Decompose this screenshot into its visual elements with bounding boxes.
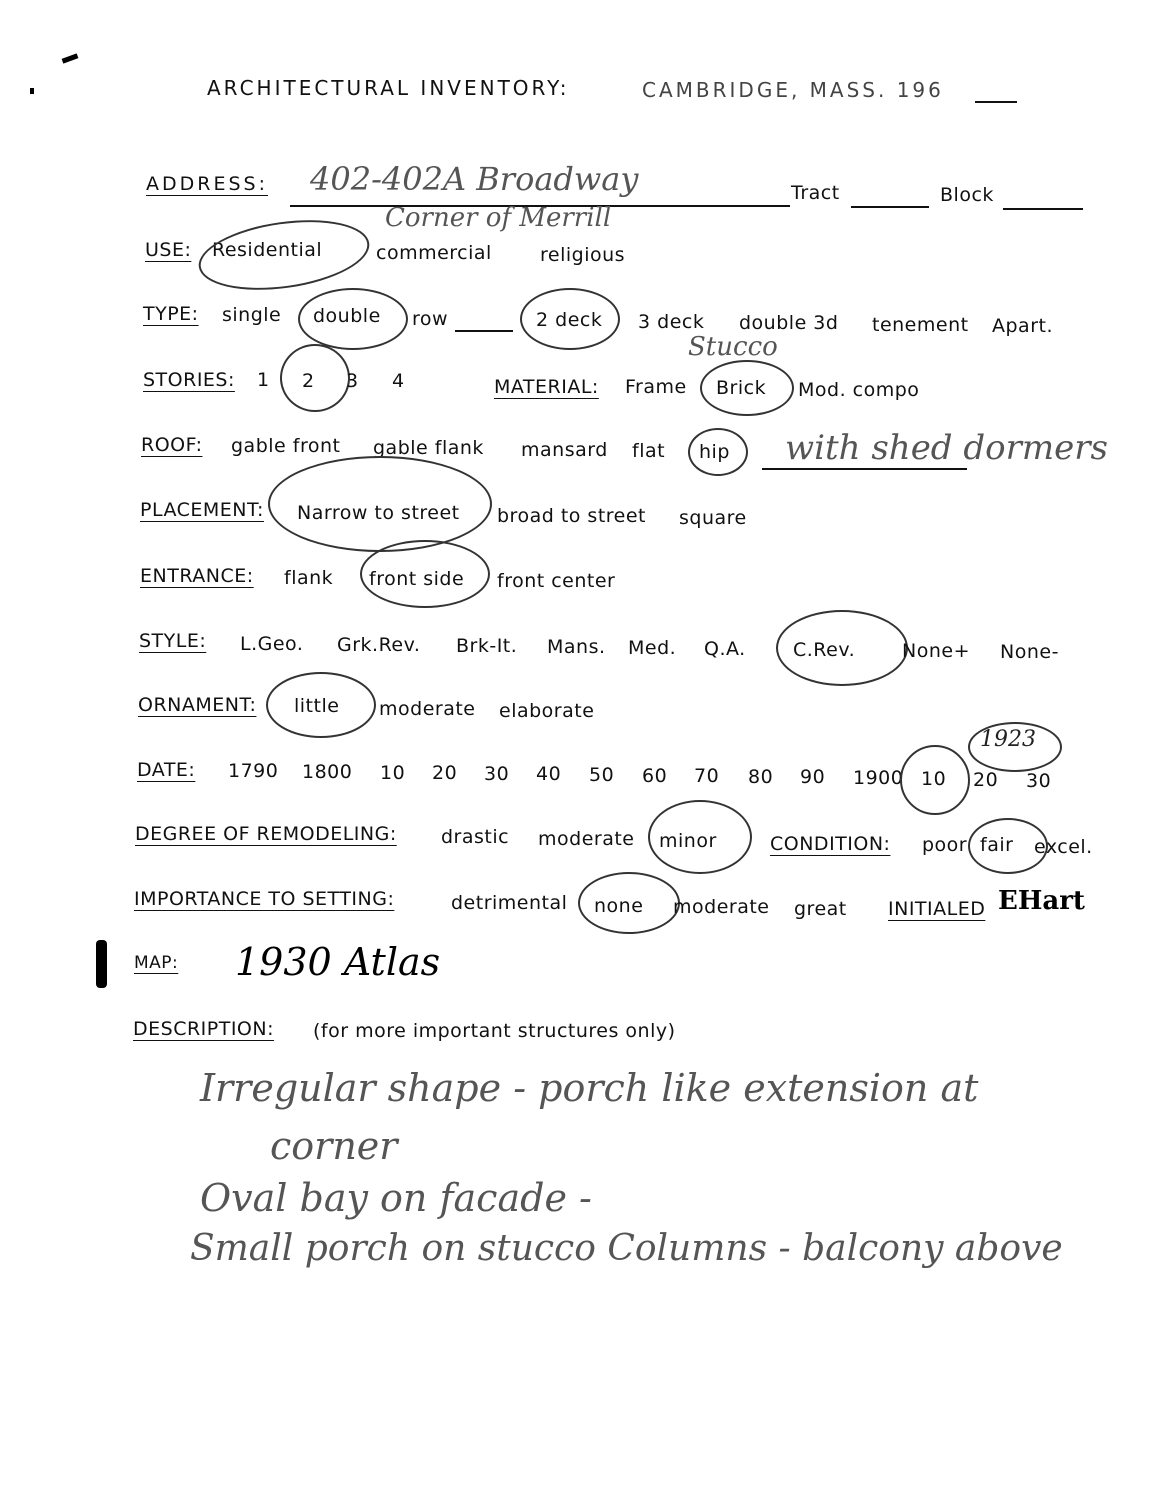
entrance-option-front-side: front side: [369, 568, 465, 590]
material-stucco-note: Stucco: [688, 332, 778, 362]
material-option-brick: Brick: [716, 377, 767, 399]
date-circle-1910: [900, 745, 970, 815]
roof-note: with shed dormers: [785, 428, 1108, 468]
block-blank: [1003, 208, 1083, 210]
date-option-60: 60: [642, 765, 668, 787]
ornament-option-moderate: moderate: [379, 698, 476, 720]
stories-option-1: 1: [257, 369, 270, 391]
type-option-tenement: tenement: [872, 314, 969, 336]
address-value: 402-402A Broadway: [310, 160, 639, 198]
type-circle-double: [298, 288, 408, 350]
tract-blank: [851, 206, 929, 208]
remodeling-option-moderate: moderate: [538, 828, 635, 850]
date-option-30: 30: [484, 763, 510, 785]
roof-option-hip: hip: [699, 441, 730, 463]
remodeling-label: DEGREE OF REMODELING:: [135, 823, 397, 845]
ornament-option-little: little: [294, 695, 340, 717]
ornament-option-elaborate: elaborate: [499, 700, 595, 722]
type-option-single: single: [222, 304, 282, 326]
importance-option-moderate: moderate: [673, 896, 770, 918]
material-option-frame: Frame: [625, 376, 687, 398]
description-label: DESCRIPTION:: [133, 1018, 275, 1040]
description-line-2: corner: [270, 1124, 398, 1168]
block-label: Block: [940, 184, 994, 206]
year-blank: [975, 101, 1017, 103]
date-circle-1923: [968, 722, 1062, 772]
date-option-10: 10: [380, 762, 406, 784]
date-option-1790: 1790: [228, 760, 279, 782]
material-circle-brick: [700, 360, 794, 416]
use-option-residential: Residential: [212, 239, 323, 261]
date-option-20: 20: [432, 762, 458, 784]
placement-option-broad: broad to street: [497, 505, 647, 527]
importance-label: IMPORTANCE TO SETTING:: [134, 888, 395, 910]
use-option-religious: religious: [540, 244, 626, 266]
use-circle-residential: [194, 210, 374, 299]
roof-option-flat: flat: [632, 440, 666, 462]
roof-note-line: [762, 468, 967, 470]
date-option-90: 90: [800, 766, 826, 788]
style-option-none-minus: None-: [1000, 641, 1059, 663]
style-option-none-plus: None+: [902, 640, 970, 662]
type-option-3-deck: 3 deck: [638, 311, 705, 333]
placement-circle-narrow: [268, 456, 492, 552]
remodeling-option-minor: minor: [659, 830, 717, 852]
date-option-50: 50: [589, 764, 615, 786]
roof-label: ROOF:: [141, 434, 203, 456]
roof-option-gable-flank: gable flank: [373, 437, 484, 459]
importance-option-detrimental: detrimental: [451, 892, 568, 914]
date-option-1900: 1900: [853, 767, 904, 789]
remodeling-circle-minor: [648, 800, 752, 874]
map-label: MAP:: [134, 953, 179, 973]
date-option-1930: 30: [1026, 770, 1052, 792]
roof-option-mansard: mansard: [521, 439, 608, 461]
type-option-double: double: [313, 305, 381, 327]
style-option-lgeo: L.Geo.: [240, 633, 304, 655]
date-option-70: 70: [694, 765, 720, 787]
importance-option-none: none: [594, 895, 644, 917]
condition-label: CONDITION:: [770, 833, 891, 855]
style-option-med: Med.: [628, 637, 677, 659]
condition-option-fair: fair: [980, 834, 1014, 856]
use-option-commercial: commercial: [376, 242, 492, 264]
style-option-crev: C.Rev.: [793, 639, 856, 661]
stories-circle-2: [280, 344, 350, 412]
type-option-row: row: [412, 308, 449, 330]
margin-bar-mark: [96, 940, 107, 988]
date-option-1800: 1800: [302, 761, 353, 783]
type-option-apart: Apart.: [992, 315, 1054, 337]
date-option-1920: 20: [973, 769, 999, 791]
stray-dot: [30, 88, 34, 94]
date-1923-note: 1923: [980, 727, 1036, 752]
date-option-40: 40: [536, 763, 562, 785]
placement-label: PLACEMENT:: [140, 499, 264, 521]
type-circle-2-deck: [520, 288, 620, 350]
type-option-double-3d: double 3d: [739, 312, 839, 334]
material-label: MATERIAL:: [494, 376, 599, 398]
entrance-option-flank: flank: [284, 567, 334, 589]
type-row-blank: [455, 330, 513, 332]
importance-circle-none: [578, 872, 680, 934]
stories-option-4: 4: [392, 370, 405, 392]
tract-label: Tract: [791, 182, 840, 204]
address-label: ADDRESS:: [146, 173, 268, 195]
stray-mark: [62, 53, 79, 63]
roof-option-gable-front: gable front: [231, 435, 341, 457]
form-title: ARCHITECTURAL INVENTORY:: [207, 76, 570, 100]
initials-signature: EHart: [998, 886, 1085, 916]
date-label: DATE:: [137, 759, 196, 781]
style-label: STYLE:: [139, 630, 207, 652]
importance-option-great: great: [794, 898, 847, 920]
address-corner-note: Corner of Merrill: [385, 203, 612, 233]
ornament-circle-little: [266, 672, 376, 738]
ornament-label: ORNAMENT:: [138, 694, 257, 716]
placement-option-narrow: Narrow to street: [297, 502, 460, 524]
remodeling-option-drastic: drastic: [441, 826, 510, 848]
entrance-option-front-center: front center: [497, 570, 616, 592]
description-line-4: Small porch on stucco Columns - balcony above: [190, 1228, 1063, 1269]
date-option-1910: 10: [921, 768, 947, 790]
roof-circle-hip: [688, 428, 748, 476]
date-option-80: 80: [748, 766, 774, 788]
type-option-2-deck: 2 deck: [536, 309, 603, 331]
style-option-qa: Q.A.: [704, 638, 746, 660]
description-line-3: Oval bay on facade -: [200, 1176, 592, 1220]
initialed-label: INITIALED: [888, 898, 986, 920]
style-option-grkrev: Grk.Rev.: [337, 634, 421, 656]
form-city: CAMBRIDGE, MASS. 196: [642, 78, 944, 102]
placement-option-square: square: [679, 507, 747, 529]
description-hint: (for more important structures only): [313, 1020, 676, 1042]
stories-label: STORIES:: [143, 369, 235, 391]
style-circle-crev: [776, 610, 908, 686]
type-label: TYPE:: [143, 303, 199, 325]
style-option-mans: Mans.: [547, 636, 606, 658]
description-line-1: Irregular shape - porch like extension at: [200, 1066, 979, 1110]
entrance-label: ENTRANCE:: [140, 565, 254, 587]
entrance-circle-front-side: [360, 540, 490, 608]
use-label: USE:: [145, 239, 192, 261]
stories-option-3: 3: [346, 370, 359, 392]
style-option-brkit: Brk-It.: [456, 635, 518, 657]
material-option-mod-compo: Mod. compo: [798, 379, 920, 401]
map-value: 1930 Atlas: [235, 940, 441, 984]
stories-option-2: 2: [302, 370, 315, 392]
condition-option-excel: excel.: [1034, 836, 1093, 858]
condition-option-poor: poor: [922, 834, 968, 856]
